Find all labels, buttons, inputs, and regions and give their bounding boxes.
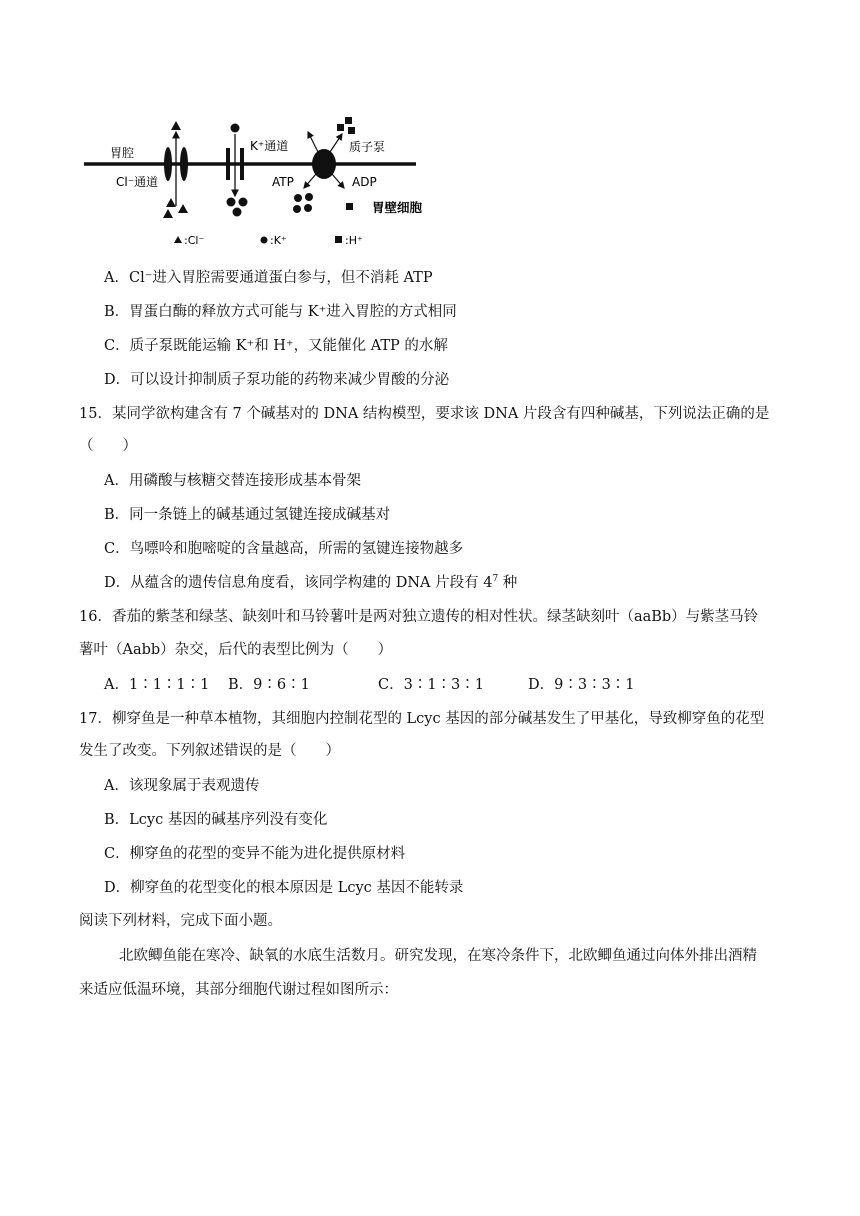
q15-option-d: [104, 573, 517, 593]
reading-intro: 阅读下列材料，完成下面小题。: [79, 913, 282, 929]
k-channel-label: K⁺通道: [250, 139, 289, 153]
reading-paragraph-line1: 北欧鲫鱼能在寒冷、缺氧的水底生活数月。研究发现，在寒冷条件下，北欧鲫鱼通过向体外排出酒精: [119, 948, 757, 964]
k-ion: [233, 208, 242, 217]
q14-option-b: B．胃蛋白酶的释放方式可能与 K⁺进入胃腔的方式相同: [104, 304, 457, 320]
q17-stem-line2: 发生了改变。下列叙述错误的是（ ）: [79, 743, 340, 759]
cl-ion-top: [171, 121, 181, 130]
q15-option-b: B．同一条链上的碱基通过氢键连接成碱基对: [104, 507, 391, 523]
atp-label: ATP: [272, 175, 294, 189]
k-channel-right: [240, 148, 244, 180]
legend-triangle-icon: [174, 236, 182, 243]
cl-ion: [166, 198, 176, 207]
k-channel-left: [226, 148, 230, 180]
h-ion: [345, 117, 352, 124]
q16-stem-line1: 16．香茄的紫茎和绿茎、缺刻叶和马铃薯叶是两对独立遗传的相对性状。绿茎缺刻叶（aaBb）与紫茎马铃: [79, 609, 759, 625]
legend-k: :K⁺: [270, 234, 287, 247]
q16-stem-line2: 薯叶（Aabb）杂交，后代的表型比例为（ ）: [79, 642, 393, 658]
cl-ion: [163, 209, 173, 218]
cl-channel-right: [180, 147, 188, 181]
q17-option-b: B．Lcyc 基因的碱基序列没有变化: [104, 812, 328, 828]
adp-label: ADP: [352, 175, 377, 189]
legend-h: :H⁺: [345, 234, 363, 247]
legend-cl: :Cl⁻: [184, 234, 205, 247]
h-ion: [348, 127, 355, 134]
q15-option-c: C．鸟嘌呤和胞嘧啶的含量越高，所需的氢键连接物越多: [104, 541, 464, 557]
q15-stem-line2: （ ）: [79, 438, 137, 454]
q16-option-d: D．9∶3∶3∶1: [528, 677, 635, 693]
k-ion: [304, 204, 312, 212]
q14-option-d: D．可以设计抑制质子泵功能的药物来减少胃酸的分泌: [104, 372, 450, 388]
q16-option-c: C．3∶1∶3∶1: [378, 677, 484, 693]
k-ion: [239, 198, 248, 207]
q16-option-a: A．1∶1∶1∶1: [104, 677, 210, 693]
q17-stem-line1: 17．柳穿鱼是一种草本植物，其细胞内控制花型的 Lcyc 基因的部分碱基发生了甲基化，导致柳穿鱼的花型: [79, 711, 765, 727]
membrane-diagram: [80, 112, 440, 262]
q16-option-b: B．9∶6∶1: [228, 677, 310, 693]
q17-option-a: A．该现象属于表观遗传: [104, 778, 260, 794]
legend-square-icon: [335, 236, 342, 243]
k-ion: [305, 193, 313, 201]
q17-option-d: D．柳穿鱼的花型变化的根本原因是 Lcyc 基因不能转录: [104, 880, 464, 896]
membrane-transport-figure: [80, 112, 440, 266]
cell-label: 胃壁细胞: [372, 200, 423, 215]
q17-option-c: C．柳穿鱼的花型的变异不能为进化提供原材料: [104, 846, 406, 862]
h-ion: [337, 124, 344, 131]
q15-option-d-suffix: 种: [498, 575, 518, 591]
q14-option-c: C．质子泵既能运输 K⁺和 H⁺，又能催化 ATP 的水解: [104, 338, 448, 354]
h-ion: [346, 203, 353, 210]
reading-paragraph-line2: 来适应低温环境，其部分细胞代谢过程如图所示：: [79, 982, 398, 998]
proton-pump-label: 质子泵: [349, 140, 386, 154]
q15-option-a: A．用磷酸与核糖交替连接形成基本骨架: [104, 473, 361, 489]
cl-ion: [178, 204, 188, 213]
q14-option-a: A．Cl⁻进入胃腔需要通道蛋白参与，但不消耗 ATP: [104, 270, 433, 286]
q15-option-d-exponent: 7: [492, 574, 499, 584]
cl-channel-label: Cl⁻通道: [116, 175, 159, 189]
k-ion: [293, 205, 301, 213]
cl-channel-left: [164, 147, 172, 181]
k-ion-top: [231, 124, 240, 133]
k-ion: [294, 194, 302, 202]
lumen-label: 胃腔: [110, 146, 135, 160]
q15-option-d-text: D．从蕴含的遗传信息角度看，该同学构建的 DNA 片段有 4: [104, 575, 493, 591]
k-ion: [227, 198, 236, 207]
q15-stem-line1: 15．某同学欲构建含有 7 个碱基对的 DNA 结构模型，要求该 DNA 片段含有四种碱基，下列说法正确的是: [79, 406, 770, 422]
legend-circle-icon: [261, 237, 268, 244]
